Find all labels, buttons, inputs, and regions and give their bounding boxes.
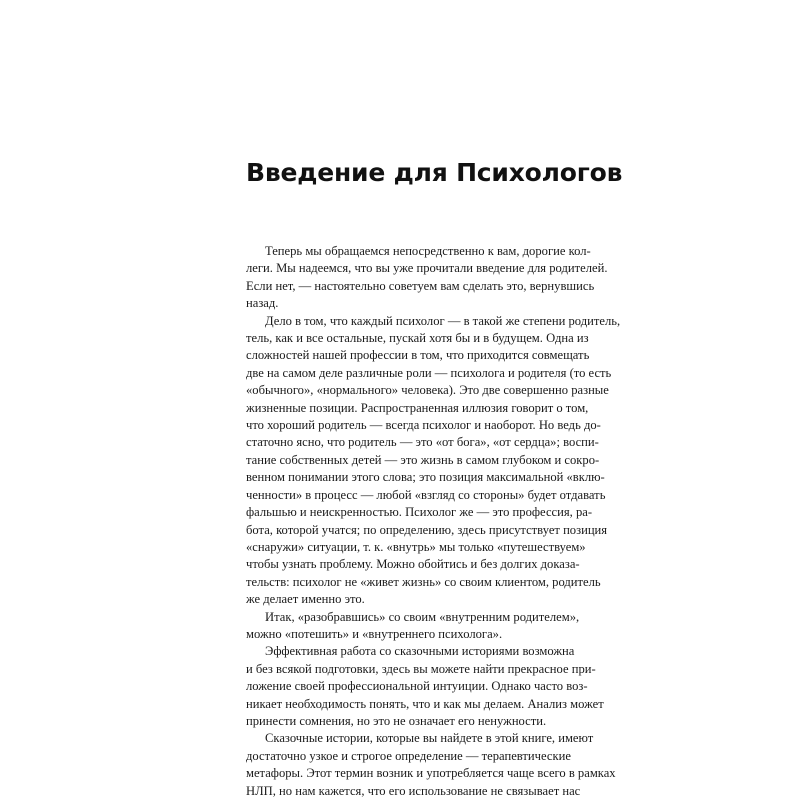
chapter-title: Введение для Психологов (246, 158, 623, 187)
text-line: принести сомнения, но это не означает его ненужности. (246, 713, 547, 728)
text-line: тание собственных детей — это жизнь в самом глубоком и сокро- (246, 452, 600, 467)
text-line: что хороший родитель — всегда психолог и наоборот. Но ведь до- (246, 418, 601, 433)
body-text (246, 243, 621, 800)
text-line: назад. (246, 296, 279, 311)
text-line: бота, которой учатся; по определению, здесь присутствует позиция (246, 522, 608, 537)
text-line: ложение своей профессиональной интуиции. Однако часто воз- (246, 679, 588, 694)
text-line: тель, как и все остальные, пускай хотя бы и в будущем. Одна из (246, 331, 589, 346)
text-line: фальшью и неискренностью. Психолог же — это профессия, ра- (246, 505, 593, 520)
text-line: леги. Мы надеемся, что вы уже прочитали введение для родителей. (246, 261, 608, 276)
text-line: Итак, «разобравшись» со своим «внутренним родителем», (265, 609, 580, 624)
text-line: сложностей нашей профессии в том, что приходится совмещать (246, 348, 590, 363)
text-line: и без всякой подготовки, здесь вы можете найти прекрасное при- (246, 661, 596, 676)
text-line: достаточно узкое и строгое определение — терапевтические (246, 748, 571, 763)
text-line: Дело в том, что каждый психолог — в такой же степени родитель, (265, 313, 621, 328)
text-line: чтобы узнать проблему. Можно обойтись и без долгих доказа- (246, 557, 580, 572)
text-line: ченности» в процесс — любой «взгляд со стороны» будет отдавать (246, 487, 606, 502)
text-line: Эффективная работа со сказочными историями возможна (265, 644, 575, 659)
text-line: венном понимании этого слова; это позиция максимальной «вклю- (246, 470, 605, 485)
text-line: никает необходимость понять, что и как мы делаем. Анализ может (246, 696, 604, 711)
text-line: можно «потешить» и «внутреннего психолога». (246, 626, 503, 641)
text-line: метафоры. Этот термин возник и употребляется чаще всего в рамках (246, 766, 616, 781)
text-line: статочно ясно, что родитель — это «от бога», «от сердца»; воспи- (246, 435, 599, 450)
text-line: же делает именно это. (246, 592, 365, 607)
text-line: Теперь мы обращаемся непосредственно к вам, дорогие кол- (265, 244, 591, 258)
text-line: «обычного», «нормального» человека). Это две совершенно разные (246, 383, 609, 398)
text-line: две на самом деле различные роли — психолога и родителя (то есть (246, 365, 612, 380)
text-line: Сказочные истории, которые вы найдете в этой книге, имеют (265, 731, 594, 746)
text-line: Если нет, — настоятельно советуем вам сделать это, вернувшись (246, 278, 595, 293)
text-line: жизненные позиции. Распространенная иллюзия говорит о том, (246, 400, 589, 415)
text-line: НЛП, но нам кажется, что его использование не связывает нас (246, 783, 581, 798)
text-line: тельств: психолог не «живет жизнь» со своим клиентом, родитель (246, 574, 601, 589)
text-line: «снаружи» ситуации, т. к. «внутрь» мы только «путешествуем» (246, 539, 586, 554)
